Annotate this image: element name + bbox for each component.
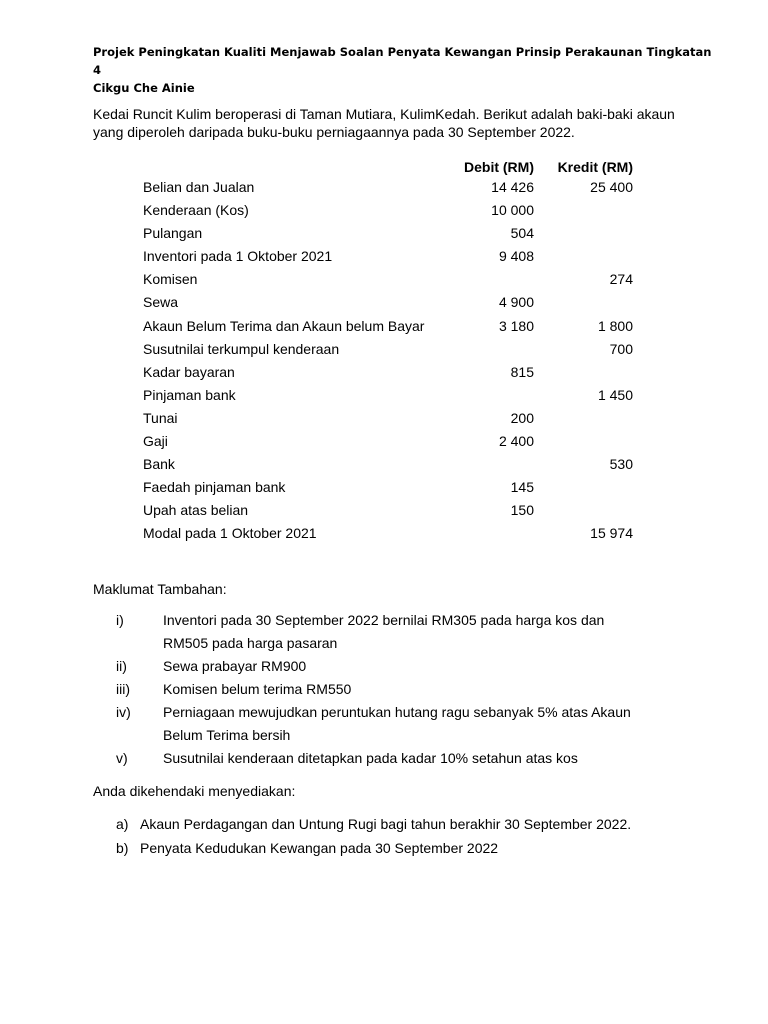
account-cell: Belian dan Jualan bbox=[143, 179, 255, 195]
table-row bbox=[143, 408, 643, 431]
kredit-cell: 25 400 bbox=[590, 179, 633, 195]
table-row bbox=[143, 269, 643, 292]
account-cell: Faedah pinjaman bank bbox=[143, 479, 286, 496]
account-cell: Susutnilai terkumpul kenderaan bbox=[143, 340, 340, 357]
debit-cell: 14 426 bbox=[491, 179, 534, 195]
debit-cell: 504 bbox=[510, 225, 534, 242]
table-row bbox=[143, 316, 643, 339]
account-cell: Komisen bbox=[143, 271, 198, 288]
account-cell: Pulangan bbox=[143, 225, 203, 242]
account-cell: Upah atas belian bbox=[143, 502, 249, 519]
list-item bbox=[116, 701, 676, 747]
table-row bbox=[143, 177, 643, 200]
list-item-text: Susutnilai kenderaan ditetapkan pada kadar 10% setahun atas kos bbox=[163, 750, 578, 766]
table-row bbox=[143, 246, 643, 269]
tasks-title: Anda dikehendaki menyediakan: bbox=[93, 783, 296, 799]
intro-line-2: yang diperoleh daripada buku-buku perniagaannya pada 30 September 2022. bbox=[93, 124, 575, 140]
account-cell: Bank bbox=[143, 456, 175, 473]
list-item-text: Sewa prabayar RM900 bbox=[163, 658, 307, 674]
task-letter: a) bbox=[116, 816, 129, 832]
debit-cell: 150 bbox=[510, 502, 534, 519]
list-item-number: v) bbox=[116, 750, 128, 766]
task-text: Akaun Perdagangan dan Untung Rugi bagi tahun berakhir 30 September 2022. bbox=[140, 816, 632, 832]
kredit-cell: 274 bbox=[609, 271, 633, 288]
list-item bbox=[116, 747, 676, 770]
task-item bbox=[116, 812, 696, 836]
kredit-cell: 700 bbox=[609, 340, 633, 357]
account-cell: Tunai bbox=[143, 409, 178, 426]
kredit-cell: 1 450 bbox=[597, 386, 633, 403]
table-row bbox=[143, 200, 643, 223]
account-cell: Gaji bbox=[143, 433, 168, 450]
list-item-text: Komisen belum terima RM550 bbox=[163, 681, 352, 697]
list-item bbox=[116, 678, 676, 701]
intro-paragraph bbox=[93, 105, 713, 141]
task-item bbox=[116, 836, 696, 860]
additional-info-title: Maklumat Tambahan: bbox=[93, 581, 227, 597]
list-item-text: Perniagaan mewujudkan peruntukan hutang ragu sebanyak 5% atas Akaun Belum Terima bersih bbox=[163, 704, 631, 743]
list-item-number: i) bbox=[116, 612, 124, 628]
table-row bbox=[143, 500, 643, 523]
debit-cell: 10 000 bbox=[491, 202, 534, 219]
list-item bbox=[116, 609, 676, 655]
debit-cell: 145 bbox=[510, 479, 534, 496]
account-cell: Kadar bayaran bbox=[143, 363, 235, 380]
list-item-number: iv) bbox=[116, 704, 131, 720]
task-letter: b) bbox=[116, 840, 129, 856]
table-header-row bbox=[143, 157, 643, 177]
debit-cell: 9 408 bbox=[498, 248, 534, 265]
kredit-cell: 530 bbox=[609, 456, 633, 473]
intro-line-1: Kedai Runcit Kulim beroperasi di Taman Mutiara, KulimKedah. Berikut adalah baki-baki akaun bbox=[93, 106, 675, 122]
list-item-number: ii) bbox=[116, 658, 127, 674]
debit-cell: 200 bbox=[510, 409, 534, 426]
debit-cell: 3 180 bbox=[498, 317, 534, 334]
debit-cell: 815 bbox=[510, 363, 534, 380]
table-row bbox=[143, 223, 643, 246]
account-cell: Kenderaan (Kos) bbox=[143, 202, 249, 219]
table-body bbox=[143, 177, 643, 547]
kredit-cell: 15 974 bbox=[590, 525, 633, 542]
account-cell: Akaun Belum Terima dan Akaun belum Bayar bbox=[143, 317, 425, 334]
header-author: Cikgu Che Ainie bbox=[93, 81, 195, 95]
list-item-text: Inventori pada 30 September 2022 bernilai RM305 pada harga kos dan RM505 pada harga pasaran bbox=[163, 612, 605, 651]
list-item-number: iii) bbox=[116, 681, 130, 697]
account-cell: Modal pada 1 Oktober 2021 bbox=[143, 525, 317, 542]
debit-cell: 4 900 bbox=[498, 294, 534, 311]
debit-column-header: Debit (RM) bbox=[464, 159, 534, 175]
tasks-list bbox=[116, 812, 696, 860]
account-cell: Pinjaman bank bbox=[143, 386, 236, 403]
task-text: Penyata Kedudukan Kewangan pada 30 September 2022 bbox=[140, 840, 499, 856]
account-cell: Inventori pada 1 Oktober 2021 bbox=[143, 248, 333, 265]
table-row bbox=[143, 292, 643, 315]
table-row bbox=[143, 431, 643, 454]
kredit-cell: 1 800 bbox=[597, 317, 633, 334]
list-item bbox=[116, 655, 676, 678]
document-header bbox=[93, 43, 713, 97]
table-row bbox=[143, 523, 643, 546]
header-title: Projek Peningkatan Kualiti Menjawab Soalan Penyata Kewangan Prinsip Perakaunan Tingkatan 4 bbox=[93, 45, 712, 77]
kredit-column-header: Kredit (RM) bbox=[557, 159, 633, 175]
table-row bbox=[143, 454, 643, 477]
table-row bbox=[143, 362, 643, 385]
table-row bbox=[143, 477, 643, 500]
additional-info-list bbox=[116, 609, 676, 770]
table-row bbox=[143, 385, 643, 408]
table-row bbox=[143, 339, 643, 362]
account-cell: Sewa bbox=[143, 294, 179, 311]
trial-balance-table bbox=[143, 157, 643, 547]
debit-cell: 2 400 bbox=[498, 433, 534, 450]
